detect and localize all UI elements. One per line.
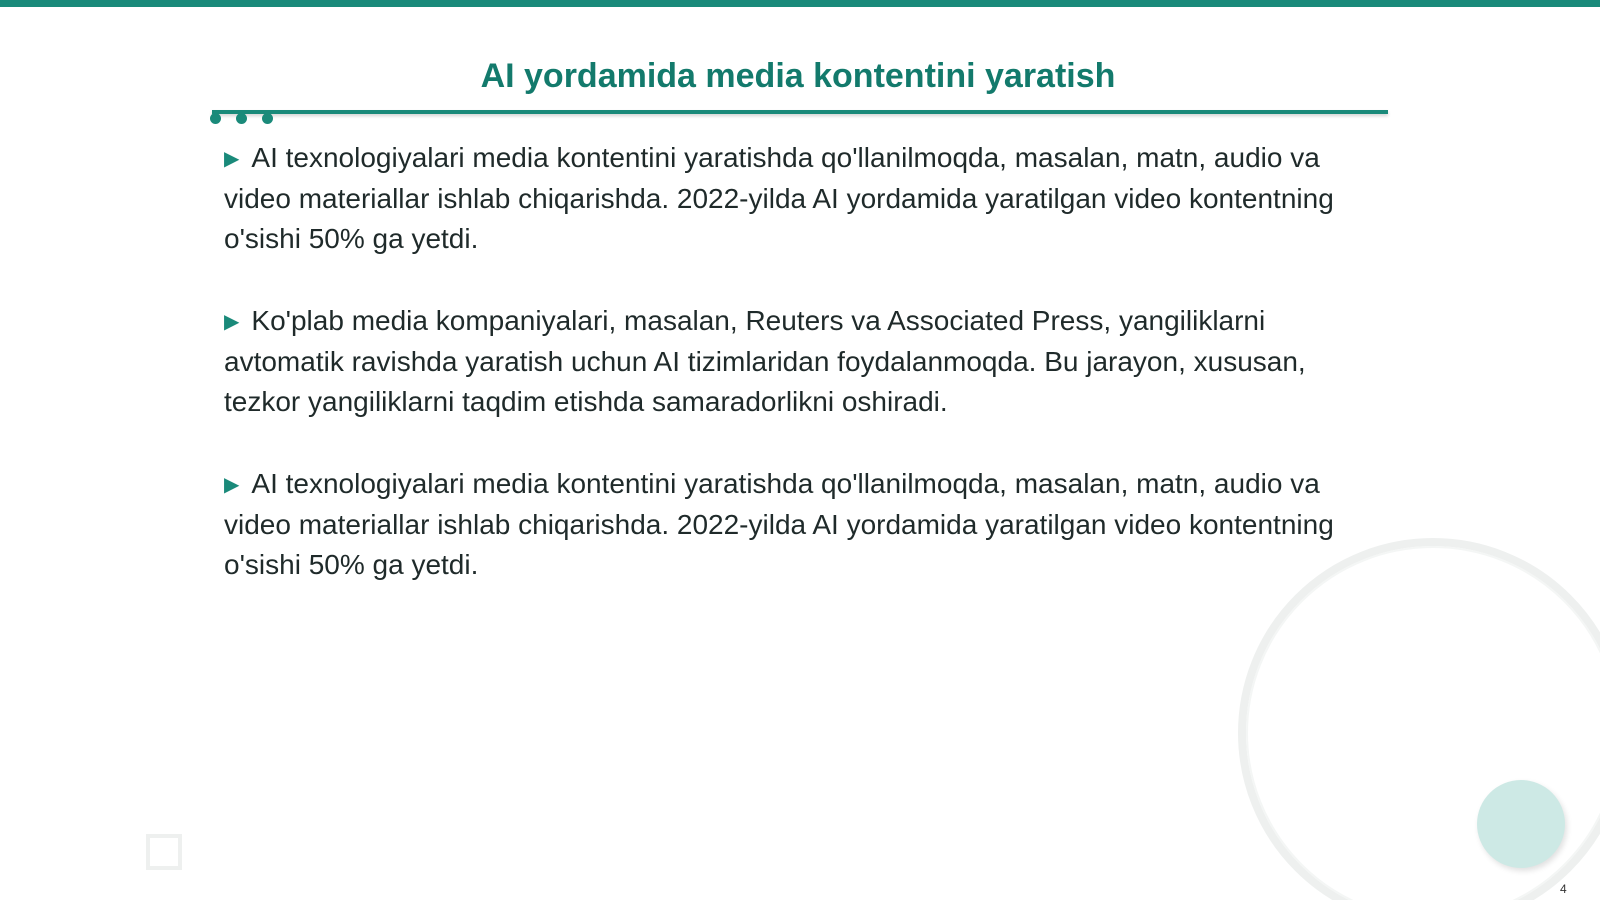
decorative-circle bbox=[1477, 780, 1565, 868]
page-number: 4 bbox=[1560, 882, 1567, 896]
bullet-text: AI texnologiyalari media kontentini yaratishda qo'llanilmoqda, masalan, matn, audio va video materiallar ishlab chiqarishda. 2022-yilda AI yordamida yaratilgan video kontentning o'sishi 50% ga yetdi. bbox=[224, 468, 1334, 580]
bullet-list bbox=[224, 138, 1364, 627]
decorative-dot bbox=[210, 113, 221, 124]
bullet-item bbox=[224, 138, 1364, 259]
triangle-right-icon: ▶ bbox=[224, 474, 240, 496]
slide-title: AI yordamida media kontentini yaratish bbox=[480, 57, 1116, 95]
triangle-right-icon: ▶ bbox=[224, 311, 240, 333]
bullet-item bbox=[224, 464, 1364, 585]
triangle-right-icon: ▶ bbox=[224, 148, 240, 170]
top-accent-bar bbox=[0, 0, 1600, 7]
bullet-text: Ko'plab media kompaniyalari, masalan, Reuters va Associated Press, yangiliklarni avtomatik ravishda yaratish uchun AI tizimlaridan foydalanmoqda. Bu jarayon, xususan, tezkor yangiliklarni taqdim etishda samaradorlikni oshiradi. bbox=[224, 305, 1306, 417]
title-underline bbox=[212, 110, 1388, 114]
bullet-item bbox=[224, 301, 1364, 422]
bullet-text: AI texnologiyalari media kontentini yaratishda qo'llanilmoqda, masalan, matn, audio va video materiallar ishlab chiqarishda. 2022-yilda AI yordamida yaratilgan video kontentning o'sishi 50% ga yetdi. bbox=[224, 142, 1334, 254]
decorative-square bbox=[146, 834, 182, 870]
decorative-dot bbox=[236, 113, 247, 124]
decorative-dot bbox=[262, 113, 273, 124]
